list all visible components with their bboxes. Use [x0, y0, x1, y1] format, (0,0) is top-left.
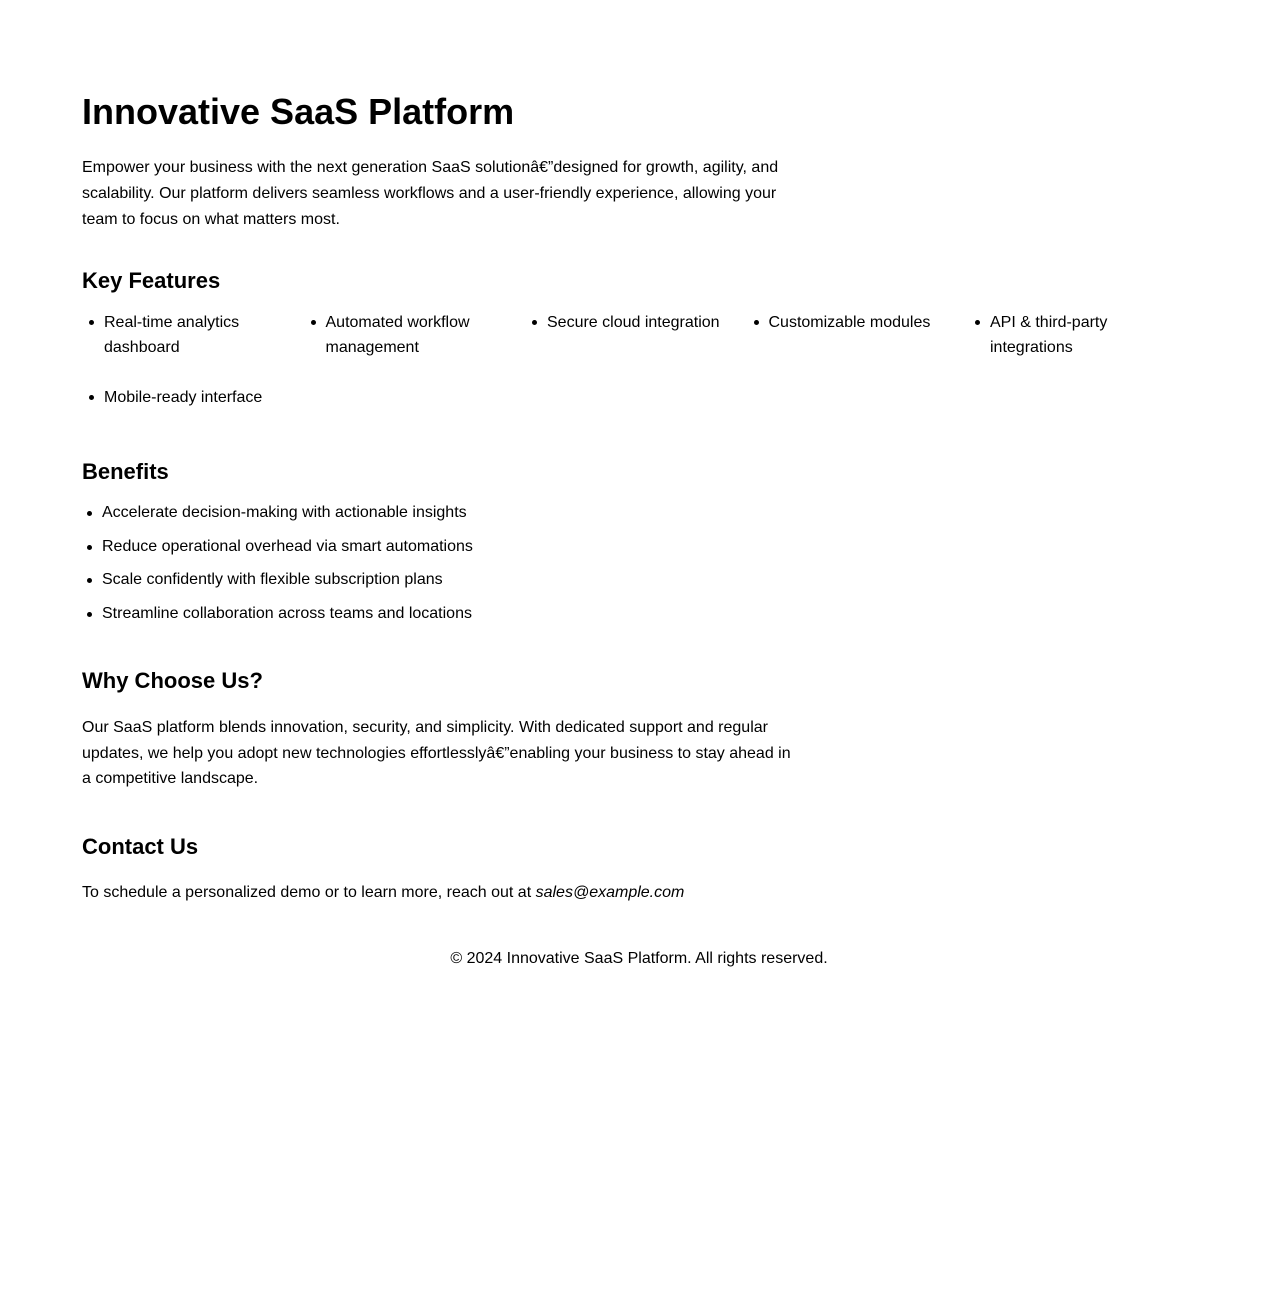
benefit-item: Reduce operational overhead via smart automations — [82, 535, 473, 559]
contact-heading: Contact Us — [82, 834, 199, 859]
benefits-heading: Benefits — [82, 459, 169, 484]
feature-item: Customizable modules — [747, 310, 969, 360]
benefit-item: Scale confidently with flexible subscription plans — [82, 568, 473, 592]
benefit-item: Streamline collaboration across teams and locations — [82, 602, 473, 626]
feature-item: Secure cloud integration — [525, 310, 747, 360]
features-heading: Key Features — [82, 268, 221, 293]
benefits-list — [82, 501, 473, 636]
benefit-item: Accelerate decision-making with actionable insights — [82, 501, 473, 525]
contact-email[interactable]: sales@example.com — [535, 884, 685, 901]
feature-item: Real-time analytics dashboard — [82, 310, 304, 360]
feature-item: API & third-party integrations — [968, 310, 1190, 360]
footer-copyright: © 2024 Innovative SaaS Platform. All rights reserved. — [450, 950, 828, 967]
intro-paragraph: Empower your business with the next generation SaaS solutionâ€”designed for growth, agility, and scalability. Our platform delivers seamless workflows and a user-friendly experience, allowing your team to focus on what matters most. — [82, 159, 779, 228]
contact-text: To schedule a personalized demo or to learn more, reach out at — [82, 884, 536, 901]
feature-item: Mobile-ready interface — [82, 385, 304, 410]
contact-paragraph — [82, 880, 684, 906]
why-choose-us-heading: Why Choose Us? — [82, 668, 263, 693]
page-title: Innovative SaaS Platform — [82, 91, 515, 132]
features-list — [82, 310, 1212, 410]
why-choose-us-paragraph: Our SaaS platform blends innovation, security, and simplicity. With dedicated support and regular updates, we help you adopt new technologies effortlesslyâ€”enabling your business to stay ahead in a competitive landscape. — [82, 719, 791, 787]
feature-item: Automated workflow management — [304, 310, 526, 360]
